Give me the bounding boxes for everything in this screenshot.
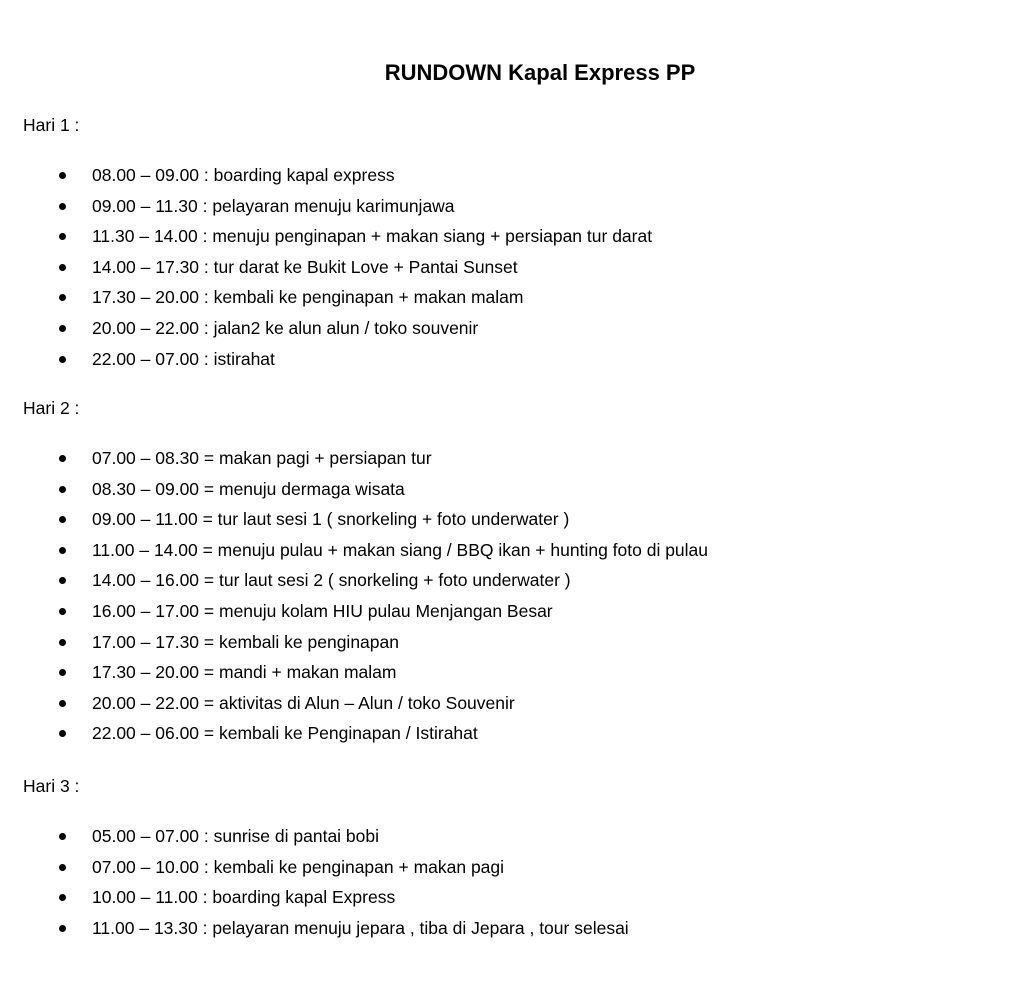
schedule-item-text: 05.00 – 07.00 : sunrise di pantai bobi [92, 826, 380, 846]
schedule-item-text: 07.00 – 08.30 = makan pagi + persiapan tur [92, 448, 432, 468]
bullet-icon [59, 172, 66, 179]
schedule-item-text: 17.30 – 20.00 = mandi + makan malam [92, 662, 397, 683]
bullet-icon [59, 608, 66, 615]
schedule-item-text: 08.00 – 09.00 : boarding kapal express [92, 165, 395, 185]
schedule-item-text: 08.30 – 09.00 = menuju dermaga wisata [92, 478, 405, 499]
schedule-item-text: 07.00 – 10.00 : kembali ke penginapan + makan pagi [92, 856, 505, 877]
bullet-icon [59, 639, 66, 646]
day-2-heading: Hari 2 : [23, 398, 80, 418]
bullet-icon [59, 894, 66, 901]
bullet-icon [59, 700, 66, 707]
schedule-item-text: 10.00 – 11.00 : boarding kapal Express [92, 887, 396, 908]
day-3-heading: Hari 3 : [23, 776, 80, 796]
schedule-item-text: 11.00 – 13.30 : pelayaran menuju jepara , tiba di Jepara , tour selesai [92, 917, 629, 938]
bullet-icon [59, 203, 66, 210]
schedule-item-text: 14.00 – 16.00 = tur laut sesi 2 ( snorkeling + foto underwater ) [92, 570, 571, 591]
schedule-item-text: 14.00 – 17.30 : tur darat ke Bukit Love + Pantai Sunset [92, 256, 518, 277]
schedule-item-text: 17.00 – 17.30 = kembali ke penginapan [92, 631, 399, 652]
bullet-icon [59, 233, 66, 240]
bullet-icon [59, 925, 66, 932]
bullet-icon [59, 356, 66, 363]
bullet-icon [59, 864, 66, 871]
schedule-item-text: 17.30 – 20.00 : kembali ke penginapan + makan malam [92, 287, 524, 308]
bullet-icon [59, 264, 66, 271]
schedule-item-text: 11.00 – 14.00 = menuju pulau + makan siang / BBQ ikan + hunting foto di pulau [92, 539, 709, 560]
bullet-icon [59, 730, 66, 737]
schedule-item-text: 09.00 – 11.30 : pelayaran menuju karimunjawa [92, 195, 455, 216]
bullet-icon [59, 669, 66, 676]
bullet-icon [59, 547, 66, 554]
schedule-item-text: 22.00 – 06.00 = kembali ke Penginapan / Istirahat [92, 723, 478, 744]
schedule-item-text: 16.00 – 17.00 = menuju kolam HIU pulau Menjangan Besar [92, 600, 553, 621]
bullet-icon [59, 833, 66, 840]
schedule-item-text: 20.00 – 22.00 = aktivitas di Alun – Alun / toko Souvenir [92, 692, 515, 713]
bullet-icon [59, 325, 66, 332]
bullet-icon [59, 455, 66, 462]
bullet-icon [59, 577, 66, 584]
bullet-icon [59, 486, 66, 493]
day-1-heading: Hari 1 : [23, 115, 80, 135]
schedule-item-text: 20.00 – 22.00 : jalan2 ke alun alun / toko souvenir [92, 317, 479, 338]
schedule-item-text: 09.00 – 11.00 = tur laut sesi 1 ( snorkeling + foto underwater ) [92, 509, 570, 530]
schedule-item-text: 22.00 – 07.00 : istirahat [92, 348, 275, 369]
bullet-icon [59, 294, 66, 301]
document-title: RUNDOWN Kapal Express PP [384, 60, 696, 85]
schedule-item-text: 11.30 – 14.00 : menuju penginapan + makan siang + persiapan tur darat [92, 226, 653, 247]
bullet-icon [59, 516, 66, 523]
